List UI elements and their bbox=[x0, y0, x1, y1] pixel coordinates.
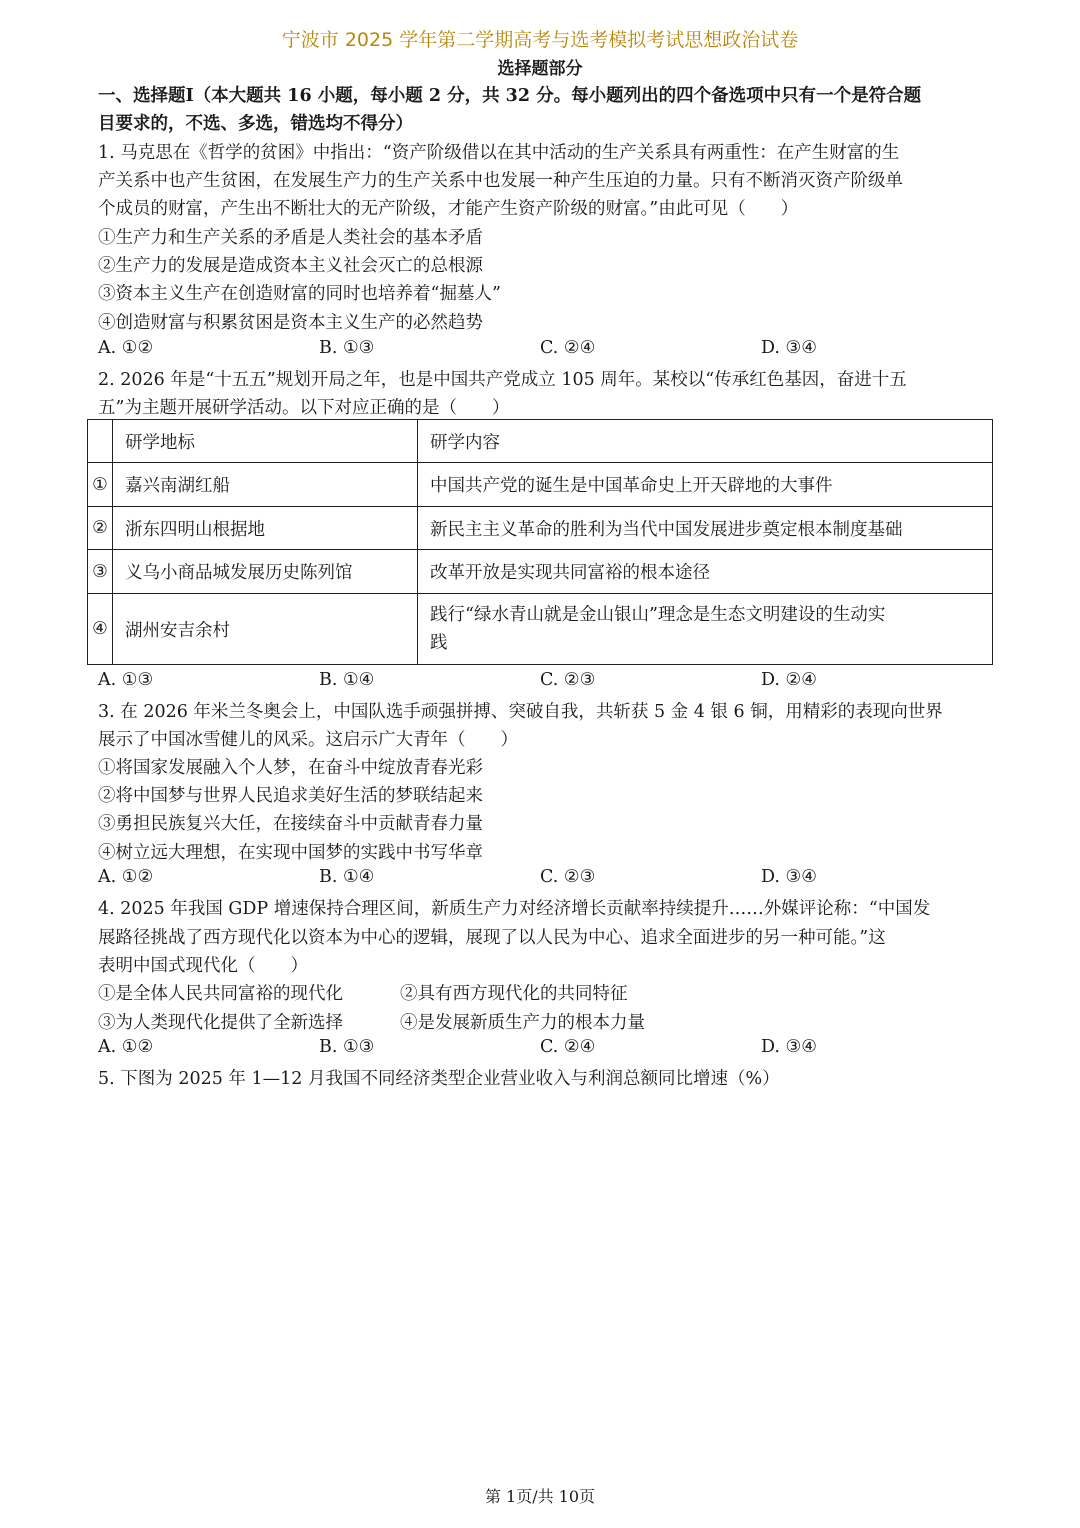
table-header-cell: 研学内容 bbox=[418, 420, 993, 463]
q3-item-3: ③勇担民族复兴大任，在接续奋斗中贡献青春力量 bbox=[98, 814, 483, 834]
q2-stem-line-1: 2. 2026 年是“十五五”规划开局之年，也是中国共产党成立 105 周年。某校以“传承红色基因，奋进十五 bbox=[98, 370, 907, 390]
table-cell bbox=[418, 594, 993, 665]
q4-stem-line-3: 表明中国式现代化（ ） bbox=[98, 956, 308, 976]
exam-title: 宁波市 2025 学年第二学期高考与选考模拟考试思想政治试卷 bbox=[281, 29, 799, 51]
page-number: 第 1页/共 10页 bbox=[484, 1487, 596, 1506]
q4-item-1: ①是全体人民共同富裕的现代化 bbox=[98, 984, 343, 1004]
q2-options bbox=[98, 670, 988, 694]
q4-item-3: ③为人类现代化提供了全新选择 bbox=[98, 1013, 343, 1033]
q3-option-a[interactable]: A. ①② bbox=[98, 867, 154, 887]
q3-item-4: ④树立远大理想，在实现中国梦的实践中书写华章 bbox=[98, 843, 483, 863]
table-header-row bbox=[88, 420, 993, 463]
section-instructions-line-1: 一、选择题Ⅰ（本大题共 16 小题，每小题 2 分，共 32 分。每小题列出的四个备选项中只有一个是符合题 bbox=[98, 86, 922, 106]
q3-option-d[interactable]: D. ③④ bbox=[761, 867, 817, 887]
table-cell: 湖州安吉余村 bbox=[113, 594, 418, 665]
q4-option-d[interactable]: D. ③④ bbox=[761, 1037, 817, 1057]
table-row bbox=[88, 550, 993, 594]
q1-stem-line-3: 个成员的财富，产生出不断壮大的无产阶级，才能产生资产阶级的财富。”由此可见（ ） bbox=[98, 199, 799, 219]
q3-stem-line-1: 3. 在 2026 年米兰冬奥会上，中国队选手顽强拼搏、突破自我，共斩获 5 金 4 银 6 铜，用精彩的表现向世界 bbox=[98, 702, 943, 722]
table-cell: 改革开放是实现共同富裕的根本途径 bbox=[418, 550, 993, 594]
q4-items-row-2 bbox=[98, 1009, 988, 1033]
q4-option-b[interactable]: B. ①③ bbox=[319, 1037, 375, 1057]
q1-option-c[interactable]: C. ②④ bbox=[540, 338, 596, 358]
q4-item-2: ②具有西方现代化的共同特征 bbox=[400, 984, 628, 1004]
section-subtitle: 选择题部分 bbox=[497, 59, 583, 79]
q1-option-b[interactable]: B. ①③ bbox=[319, 338, 375, 358]
q4-items-row-1 bbox=[98, 980, 988, 1004]
q3-option-c[interactable]: C. ②③ bbox=[540, 867, 596, 887]
q3-stem-line-2: 展示了中国冰雪健儿的风采。这启示广大青年（ ） bbox=[98, 730, 518, 750]
q2-table bbox=[87, 419, 993, 665]
q4-stem-line-1: 4. 2025 年我国 GDP 增速保持合理区间，新质生产力对经济增长贡献率持续提升……外媒评论称：“中国发 bbox=[98, 899, 931, 919]
table-row bbox=[88, 594, 993, 665]
table-cell: ① bbox=[88, 463, 113, 507]
table-cell: 浙东四明山根据地 bbox=[113, 507, 418, 550]
q2-option-b[interactable]: B. ①④ bbox=[319, 670, 375, 690]
table-cell: ③ bbox=[88, 550, 113, 594]
q4-item-4: ④是发展新质生产力的根本力量 bbox=[400, 1013, 645, 1033]
q1-option-a[interactable]: A. ①② bbox=[98, 338, 154, 358]
q3-options bbox=[98, 867, 988, 891]
table-cell: ④ bbox=[88, 594, 113, 665]
q1-stem-line-2: 产关系中也产生贫困，在发展生产力的生产关系中也发展一种产生压迫的力量。只有不断消灭资产阶级单 bbox=[98, 171, 903, 191]
table-cell: 新民主主义革命的胜利为当代中国发展进步奠定根本制度基础 bbox=[418, 507, 993, 550]
q4-option-a[interactable]: A. ①② bbox=[98, 1037, 154, 1057]
q1-stem-line-1: 1. 马克思在《哲学的贫困》中指出：“资产阶级借以在其中活动的生产关系具有两重性：在产生财富的生 bbox=[98, 143, 900, 163]
q2-stem-line-2: 五”为主题开展研学活动。以下对应正确的是（ ） bbox=[98, 398, 510, 418]
table-cell: ② bbox=[88, 507, 113, 550]
q2-option-d[interactable]: D. ②④ bbox=[761, 670, 817, 690]
table-cell-line: 践行“绿水青山就是金山银山”理念是生态文明建设的生动实 bbox=[430, 605, 886, 625]
table-header-cell bbox=[88, 420, 113, 463]
q2-option-c[interactable]: C. ②③ bbox=[540, 670, 596, 690]
table-cell: 义乌小商品城发展历史陈列馆 bbox=[113, 550, 418, 594]
q1-options bbox=[98, 338, 988, 362]
section-instructions-line-2: 目要求的，不选、多选，错选均不得分） bbox=[98, 114, 413, 134]
table-cell: 中国共产党的诞生是中国革命史上开天辟地的大事件 bbox=[418, 463, 993, 507]
q3-item-2: ②将中国梦与世界人民追求美好生活的梦联结起来 bbox=[98, 786, 483, 806]
table-header-cell: 研学地标 bbox=[113, 420, 418, 463]
table-cell: 嘉兴南湖红船 bbox=[113, 463, 418, 507]
q1-item-3: ③资本主义生产在创造财富的同时也培养着“掘墓人” bbox=[98, 284, 501, 304]
table-row bbox=[88, 507, 993, 550]
q1-item-4: ④创造财富与积累贫困是资本主义生产的必然趋势 bbox=[98, 313, 483, 333]
q4-option-c[interactable]: C. ②④ bbox=[540, 1037, 596, 1057]
table-row bbox=[88, 463, 993, 507]
table-cell-line: 践 bbox=[430, 633, 448, 653]
q5-stem: 5. 下图为 2025 年 1—12 月我国不同经济类型企业营业收入与利润总额同比增速（%） bbox=[98, 1069, 780, 1089]
q1-item-2: ②生产力的发展是造成资本主义社会灭亡的总根源 bbox=[98, 256, 483, 276]
q1-option-d[interactable]: D. ③④ bbox=[761, 338, 817, 358]
q3-option-b[interactable]: B. ①④ bbox=[319, 867, 375, 887]
q2-option-a[interactable]: A. ①③ bbox=[98, 670, 154, 690]
q4-stem-line-2: 展路径挑战了西方现代化以资本为中心的逻辑，展现了以人民为中心、追求全面进步的另一种可能。”这 bbox=[98, 928, 886, 948]
q1-item-1: ①生产力和生产关系的矛盾是人类社会的基本矛盾 bbox=[98, 228, 483, 248]
q4-options bbox=[98, 1037, 988, 1061]
q3-item-1: ①将国家发展融入个人梦，在奋斗中绽放青春光彩 bbox=[98, 758, 483, 778]
